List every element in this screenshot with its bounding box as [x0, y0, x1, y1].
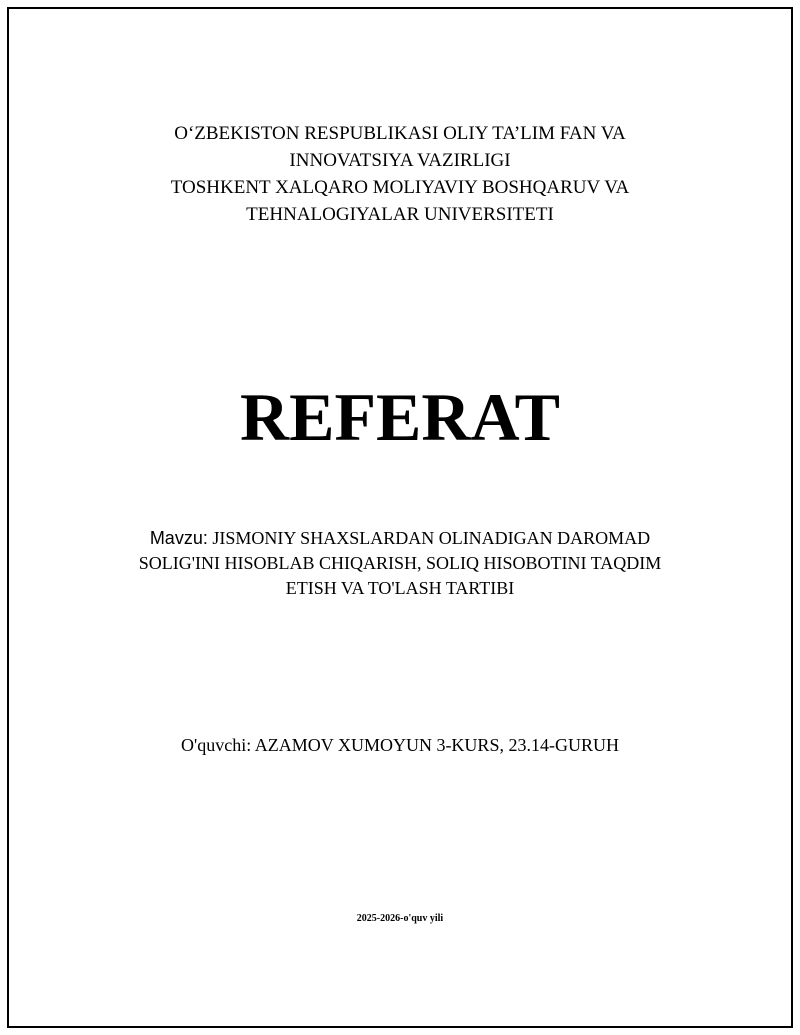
topic-line-2: SOLIG'INI HISOBLAB CHIQARISH, SOLIQ HISOBOTINI TAQDIM	[138, 553, 662, 573]
header-line-1: O‘ZBEKISTON RESPUBLIKASI OLIY TA’LIM FAN VA	[174, 123, 626, 144]
student-info: O'quvchi: AZAMOV XUMOYUN 3-KURS, 23.14-GURUH	[181, 735, 619, 755]
header-line-2: INNOVATSIYA VAZIRLIGI	[289, 150, 511, 171]
header-line-4: TEHNALOGIYALAR UNIVERSITETI	[246, 204, 554, 225]
topic-line-1	[0, 525, 800, 552]
topic-line-3: ETISH VA TO'LASH TARTIBI	[285, 578, 515, 598]
header-line-3: TOSHKENT XALQARO MOLIYAVIY BOSHQARUV VA	[170, 177, 630, 198]
topic-label: Mavzu:	[149, 528, 208, 548]
topic-text-1: JISMONIY SHAXSLARDAN OLINADIGAN DAROMAD	[212, 528, 651, 548]
academic-year: 2025-2026-o'quv yili	[356, 913, 444, 924]
document-title: REFERAT	[240, 379, 560, 455]
